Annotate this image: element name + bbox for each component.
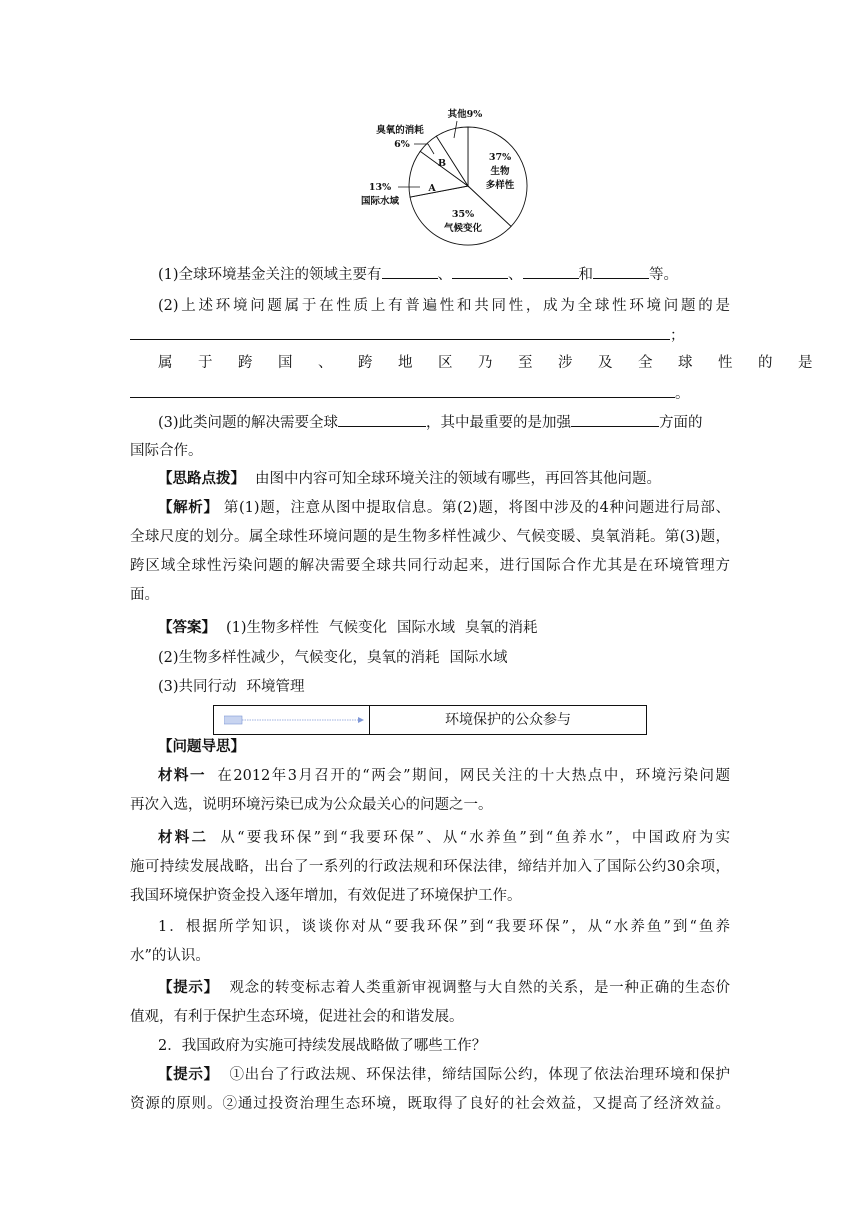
answer-blank[interactable] xyxy=(452,264,508,279)
question-3-line-1: (3)此类问题的解决需要全球 ，其中最重要的是加强 方面的 xyxy=(130,412,730,433)
slice-label-climate-name: 气候变化 xyxy=(443,223,483,234)
material-1-line-1: 材料一 在2012年3月召开的“两会”期间，网民关注的十大热点中，环境污染问题 xyxy=(158,768,731,784)
pie-chart-svg xyxy=(350,100,540,250)
banner-left-cell xyxy=(214,706,370,734)
slice-label-biodiversity-name-2: 多样性 xyxy=(485,180,515,191)
tip-1-tag: 【提示】 xyxy=(158,980,219,996)
material-1-tag: 材料一 xyxy=(158,768,206,784)
slice-label-biodiversity-pct: 37% xyxy=(488,152,512,163)
tip-2-line-1: 【提示】 ①出台了行政法规、环保法律，缔结国际公约，体现了依法治理环境和保护 xyxy=(158,1067,731,1083)
answer-blank[interactable] xyxy=(382,264,438,279)
callout-other: 其他9% xyxy=(447,109,483,120)
section-banner xyxy=(213,705,647,735)
answer-blank[interactable] xyxy=(571,412,659,427)
answer-line-3: (3)共同行动 环境管理 xyxy=(158,679,305,695)
answer-line-1: 【答案】 (1)生物多样性 气候变化 国际水域 臭氧的消耗 xyxy=(158,620,538,636)
answer-tag: 【答案】 xyxy=(158,620,216,636)
analysis-line-4: 面。 xyxy=(130,587,159,603)
material-1-line-2: 再次入选，说明环境污染已成为公众最关心的问题之一。 xyxy=(130,797,493,813)
pie-chart xyxy=(350,100,540,250)
slice-label-biodiversity-name-1: 生物 xyxy=(490,166,510,177)
tip-1-line-2: 值观，有利于保护生态环境，促进社会的和谐发展。 xyxy=(130,1009,464,1025)
prompt-1-line-2: 水”的认识。 xyxy=(130,948,210,964)
question-3-line-2: 国际合作。 xyxy=(130,443,203,459)
analysis-line-1: 【解析】 第(1)题，注意从图中提取信息。第(2)题，将图中涉及的4种问题进行局部、 xyxy=(158,500,731,516)
hint-paragraph: 【思路点拨】 由图中内容可知全球环境关注的领域有哪些，再回答其他问题。 xyxy=(158,471,661,487)
material-2-line-3: 我国环境保护资金投入逐年增加，有效促进了环境保护工作。 xyxy=(130,888,522,904)
banner-title: 环境保护的公众参与 xyxy=(445,712,571,728)
arrow-icon xyxy=(224,715,364,725)
answer-blank[interactable] xyxy=(130,325,670,340)
callout-a-pct: 13% xyxy=(368,182,392,193)
material-2-line-1: 材料二 从“要我环保”到“我要环保”、从“水养鱼”到“鱼养水”，中国政府为实 xyxy=(158,830,730,846)
guide-heading: 【问题导思】 xyxy=(158,739,245,755)
question-2-line-4: 。 xyxy=(130,383,730,404)
analysis-line-2: 全球尺度的划分。属全球性环境问题的是生物多样性减少、气候变暖、臭氧消耗。第(3)题， xyxy=(130,529,730,545)
material-2-tag: 材料二 xyxy=(158,830,209,846)
prompt-2: 2．我国政府为实施可持续发展战略做了哪些工作？ xyxy=(158,1038,487,1054)
tip-2-tag: 【提示】 xyxy=(158,1067,219,1083)
callout-a-name: 国际水域 xyxy=(360,196,400,207)
hint-tag: 【思路点拨】 xyxy=(158,471,245,487)
question-2-line-3: 属于跨国、跨地区乃至涉及全球性的是 xyxy=(158,355,838,371)
answer-blank[interactable] xyxy=(338,412,426,427)
answer-blank[interactable] xyxy=(593,264,649,279)
answer-blank[interactable] xyxy=(130,383,675,398)
prompt-1-line-1: 1．根据所学知识，谈谈你对从“要我环保”到“我要环保”，从“水养鱼”到“鱼养 xyxy=(158,919,730,935)
answer-line-2: (2)生物多样性减少，气候变化，臭氧的消耗 国际水域 xyxy=(158,650,508,666)
callout-b-name: 臭氧的消耗 xyxy=(376,125,424,136)
tip-1-line-1: 【提示】 观念的转变标志着人类重新审视调整与大自然的关系，是一种正确的生态价 xyxy=(158,980,731,996)
analysis-line-3: 跨区域全球性污染问题的解决需要全球共同行动起来，进行国际合作尤其是在环境管理方 xyxy=(130,558,730,574)
slice-label-climate-pct: 35% xyxy=(451,209,475,220)
material-2-line-2: 施可持续发展战略，出台了一系列的行政法规和环保法律，缔结并加入了国际公约30余项， xyxy=(130,859,730,875)
slice-label-b: B xyxy=(437,158,447,169)
tip-2-line-2: 资源的原则。②通过投资治理生态环境，既取得了良好的社会效益，又提高了经济效益。 xyxy=(130,1096,730,1112)
question-2-line-1: (2)上述环境问题属于在性质上有普遍性和共同性，成为全球性环境问题的是 xyxy=(158,298,730,314)
callout-b-pct: 6% xyxy=(394,139,410,150)
question-2-line-2: ； xyxy=(130,325,730,346)
question-1: (1)全球环境基金关注的领域主要有 、 、 和 等。 xyxy=(130,264,730,285)
slice-label-a: A xyxy=(428,183,436,194)
answer-blank[interactable] xyxy=(523,264,579,279)
analysis-tag: 【解析】 xyxy=(158,500,219,516)
